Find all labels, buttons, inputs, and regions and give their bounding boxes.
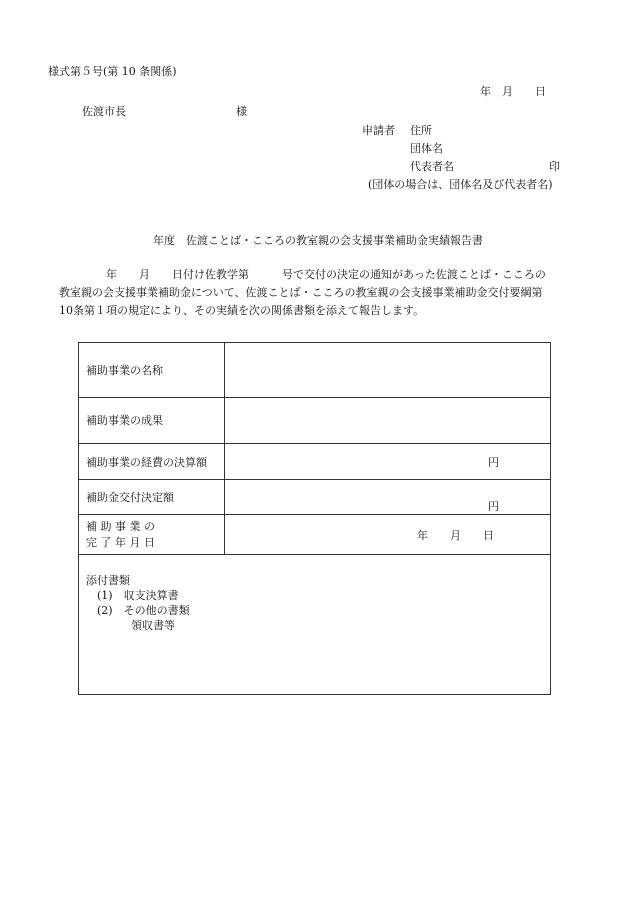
document-title: 年度 佐渡ことば・こころの教室親の会支援事業補助金実績報告書	[153, 234, 483, 247]
report-date: 年 月 日	[480, 85, 546, 98]
completion-date-label-2: 完 了 年 月 日	[86, 536, 155, 549]
applicant-address-label: 住所	[410, 124, 432, 137]
grant-decision-label: 補助金交付決定額	[86, 491, 174, 504]
row-completion-date	[79, 515, 550, 555]
applicant-label: 申請者	[362, 124, 395, 137]
attachments-heading: 添付書類	[86, 574, 130, 587]
grant-decision-unit: 円	[488, 500, 499, 513]
attachment-item-2-sub: 領収書等	[131, 619, 175, 632]
report-table	[78, 342, 551, 695]
body-line-1: 年 月 日付け佐教学第 号で交付の決定の通知があった佐渡ことば・こころの	[106, 268, 546, 281]
row-project-name	[79, 343, 550, 398]
project-name-field[interactable]	[225, 343, 550, 397]
attachment-item-1: (1) 収支決算書	[97, 589, 179, 602]
completion-date-label-1: 補 助 事 業 の	[86, 520, 155, 533]
settled-expense-unit: 円	[488, 456, 499, 469]
project-results-label: 補助事業の成果	[86, 414, 163, 427]
project-name-label: 補助事業の名称	[86, 364, 163, 377]
addressee: 佐渡市長	[82, 105, 126, 118]
row-grant-decision	[79, 480, 550, 515]
row-project-results	[79, 398, 550, 444]
form-number: 様式第５号(第 10 条関係)	[48, 65, 177, 78]
seal-mark: 印	[549, 160, 560, 173]
body-line-3: 10条第１項の規定により、その実績を次の関係書類を添えて報告します。	[59, 304, 425, 317]
row-settled-expense	[79, 444, 550, 480]
body-line-2: 教室親の会支援事業補助金について、佐渡ことば・こころの教室親の会支援事業補助金交付要綱第	[59, 286, 543, 299]
project-results-field[interactable]	[225, 398, 550, 443]
completion-date-value: 年 月 日	[417, 529, 494, 542]
applicant-note: (団体の場合は、団体名及び代表者名)	[368, 178, 553, 191]
applicant-rep-label: 代表者名	[410, 160, 454, 173]
applicant-org-label: 団体名	[410, 142, 443, 155]
attachments-cell	[79, 555, 550, 694]
honorific: 様	[236, 105, 247, 118]
settled-expense-label: 補助事業の経費の決算額	[86, 456, 207, 469]
attachment-item-2: (2) その他の書類	[97, 604, 190, 617]
